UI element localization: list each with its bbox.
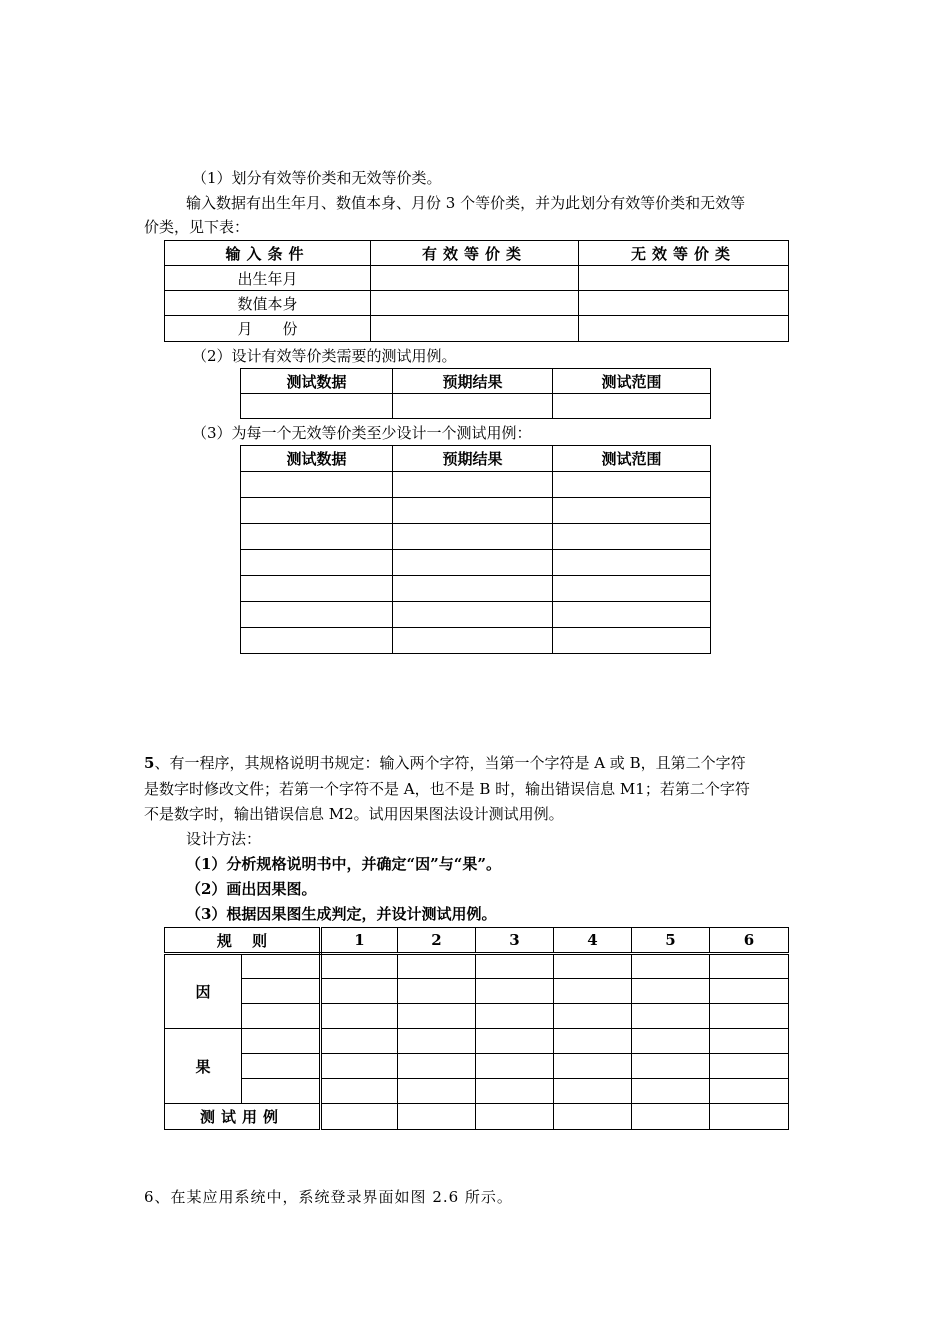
- step2-text: （2）设计有效等价类需要的测试用例。: [192, 347, 457, 365]
- header-expected-result: 预期结果: [393, 446, 553, 472]
- table-cell: [710, 954, 789, 979]
- table-cell: [371, 291, 579, 316]
- table-cell: [632, 1104, 710, 1130]
- table-cell: [632, 1079, 710, 1104]
- table-cell: [554, 1104, 632, 1130]
- cause-effect-rule-table: [164, 927, 789, 1130]
- step3-text: （3）为每一个无效等价类至少设计一个测试用例：: [192, 424, 532, 442]
- table-cell: [371, 266, 579, 291]
- table-cell: [554, 1029, 632, 1054]
- table-cell: [241, 628, 393, 654]
- rule-col-6: 6: [710, 928, 789, 954]
- table-cell: [393, 394, 553, 419]
- table-cell: [393, 628, 553, 654]
- table-cell: [393, 576, 553, 602]
- header-invalid-class: 无效等价类: [579, 241, 789, 266]
- table-cell: [476, 1004, 554, 1029]
- header-test-scope: 测试范围: [553, 446, 711, 472]
- table-cell: [242, 954, 321, 979]
- table-cell: [321, 1079, 398, 1104]
- intro-line-1: 输入数据有出生年月、数值本身、月份 3 个等价类，并为此划分有效等价类和无效等: [186, 194, 746, 212]
- header-input-condition: 输入条件: [165, 241, 371, 266]
- table-cell: [241, 394, 393, 419]
- table-cell: [241, 602, 393, 628]
- rule-label: 规 则: [165, 928, 321, 954]
- table-cell: [553, 602, 711, 628]
- header-test-scope: 测试范围: [553, 369, 711, 394]
- table-cell: [398, 1029, 476, 1054]
- table-cell: [393, 498, 553, 524]
- table-cell: [710, 979, 789, 1004]
- table-cell: [476, 1104, 554, 1130]
- table-cell: [554, 954, 632, 979]
- method-step-2: （2）画出因果图。: [186, 880, 317, 898]
- table-cell: [398, 954, 476, 979]
- table-cell: [553, 472, 711, 498]
- rule-col-1: 1: [321, 928, 398, 954]
- section5-line-2: 是数字时修改文件；若第一个字符不是 A，也不是 B 时，输出错误信息 M1；若第二个字符: [144, 780, 750, 798]
- table-cell: [476, 1054, 554, 1079]
- rule-col-2: 2: [398, 928, 476, 954]
- table-cell: [321, 1029, 398, 1054]
- table-cell: [321, 1004, 398, 1029]
- header-expected-result: 预期结果: [393, 369, 553, 394]
- valid-test-case-table: [240, 368, 711, 419]
- table-cell: [242, 1054, 321, 1079]
- table-cell: [398, 1104, 476, 1130]
- table-cell: [710, 1029, 789, 1054]
- table-cell: [632, 1004, 710, 1029]
- table-cell: [242, 1029, 321, 1054]
- table-cell: [554, 1079, 632, 1104]
- rule-col-5: 5: [632, 928, 710, 954]
- table-cell: [321, 954, 398, 979]
- table-cell: [632, 954, 710, 979]
- testcase-label: 测试用例: [165, 1104, 321, 1130]
- table-cell: [241, 498, 393, 524]
- section6-text: 6、在某应用系统中，系统登录界面如图 2.6 所示。: [144, 1188, 513, 1206]
- method-step-1: （1）分析规格说明书中，并确定“因”与“果”。: [186, 855, 501, 873]
- table-cell: [393, 602, 553, 628]
- table-cell: [632, 1054, 710, 1079]
- table-cell: [579, 266, 789, 291]
- table-cell: [553, 628, 711, 654]
- table-cell: [579, 316, 789, 342]
- row-label-value: 数值本身: [165, 291, 371, 316]
- table-cell: [242, 1004, 321, 1029]
- table-cell: [553, 524, 711, 550]
- table-cell: [371, 316, 579, 342]
- table-cell: [393, 524, 553, 550]
- table-cell: [393, 550, 553, 576]
- table-cell: [632, 1029, 710, 1054]
- header-valid-class: 有效等价类: [371, 241, 579, 266]
- table-cell: [321, 1104, 398, 1130]
- equivalence-class-table: [164, 240, 789, 342]
- table-cell: [554, 1004, 632, 1029]
- table-cell: [579, 291, 789, 316]
- table-cell: [398, 1079, 476, 1104]
- table-cell: [321, 979, 398, 1004]
- row-label-birth: 出生年月: [165, 266, 371, 291]
- step1-text: （1）划分有效等价类和无效等价类。: [192, 169, 442, 187]
- header-test-data: 测试数据: [241, 446, 393, 472]
- table-cell: [241, 472, 393, 498]
- section5-line-1: [144, 753, 746, 773]
- table-cell: [554, 1054, 632, 1079]
- table-cell: [554, 979, 632, 1004]
- rule-col-3: 3: [476, 928, 554, 954]
- table-cell: [476, 1029, 554, 1054]
- table-cell: [632, 979, 710, 1004]
- section5-number: 5: [144, 754, 155, 772]
- table-cell: [242, 979, 321, 1004]
- table-cell: [710, 1079, 789, 1104]
- table-cell: [710, 1004, 789, 1029]
- rule-col-4: 4: [554, 928, 632, 954]
- invalid-test-case-table: [240, 445, 711, 654]
- table-cell: [553, 550, 711, 576]
- table-cell: [393, 472, 553, 498]
- table-cell: [553, 498, 711, 524]
- effect-label: 果: [165, 1029, 242, 1104]
- table-cell: [553, 576, 711, 602]
- table-cell: [242, 1079, 321, 1104]
- cause-label: 因: [165, 954, 242, 1029]
- table-cell: [241, 550, 393, 576]
- design-method-label: 设计方法：: [186, 830, 262, 848]
- table-cell: [398, 1004, 476, 1029]
- row-label-month: 月 份: [165, 316, 371, 342]
- table-cell: [476, 954, 554, 979]
- table-cell: [476, 1079, 554, 1104]
- table-cell: [321, 1054, 398, 1079]
- table-cell: [241, 524, 393, 550]
- header-test-data: 测试数据: [241, 369, 393, 394]
- table-cell: [398, 1054, 476, 1079]
- table-cell: [241, 576, 393, 602]
- intro-line-2: 价类，见下表：: [144, 218, 250, 236]
- section5-line-3: 不是数字时，输出错误信息 M2。试用因果图法设计测试用例。: [144, 805, 564, 823]
- table-cell: [553, 394, 711, 419]
- table-cell: [476, 979, 554, 1004]
- method-step-3: （3）根据因果图生成判定，并设计测试用例。: [186, 905, 497, 923]
- table-cell: [710, 1104, 789, 1130]
- table-cell: [710, 1054, 789, 1079]
- table-cell: [398, 979, 476, 1004]
- section5-line-1-text: 、有一程序，其规格说明书规定：输入两个字符，当第一个字符是 A 或 B，且第二个字符: [154, 754, 746, 772]
